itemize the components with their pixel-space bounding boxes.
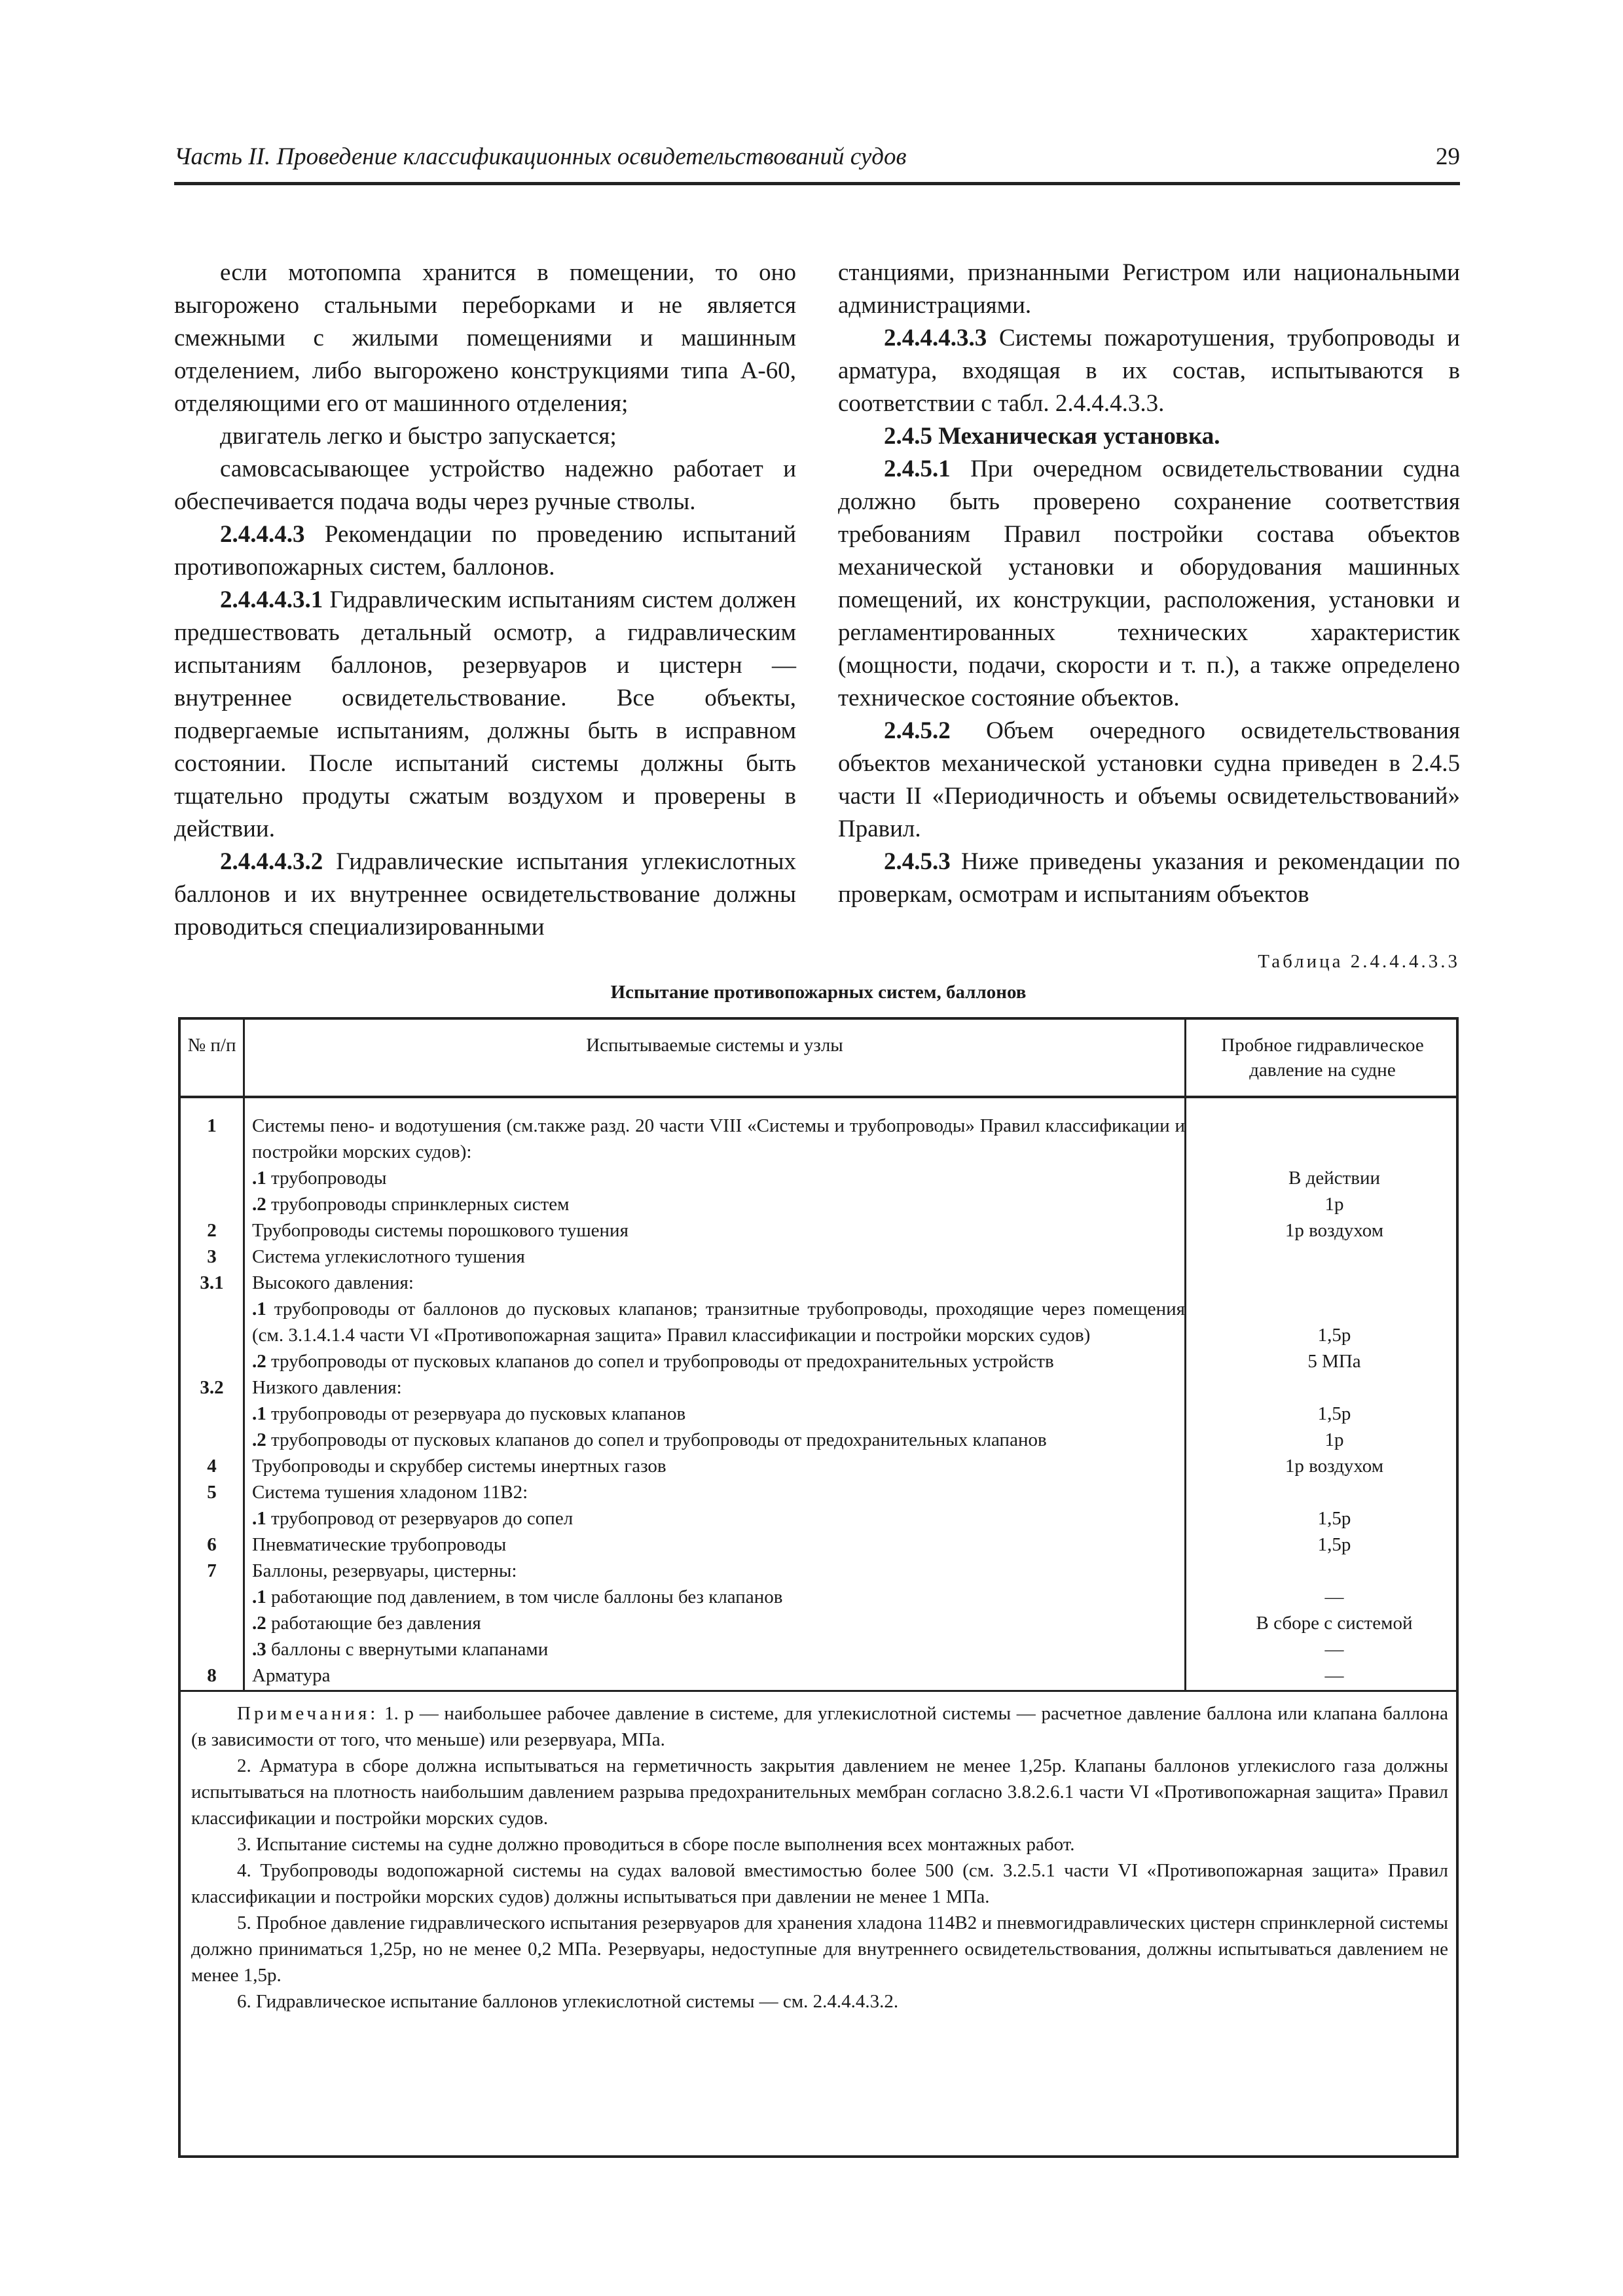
row-pressure: 1р воздухом [1285, 1220, 1384, 1241]
table-row [181, 1401, 1456, 1427]
table-row [181, 1191, 1456, 1217]
row-description: Трубопроводы и скруббер системы инертных газов [252, 1456, 666, 1477]
row-number [181, 1584, 243, 1610]
table-row [181, 1217, 1456, 1244]
row-pressure: 1,5р [1317, 1508, 1351, 1529]
row-pressure: 1,5р [1317, 1403, 1351, 1424]
row-pressure: 1р [1324, 1429, 1344, 1450]
paragraph: 2.4.5.1 При очередном освидетельствовании судна должно быть проверено сохранение соответствия требованиям Правил постройки состава объектов механической установки и оборудования машинных помещений, их конструкции, расположения, установки и регламентированных технических характеристик (мощности, подачи, скорости и т. п.), а также определено техническое состояние объектов. [838, 456, 1460, 711]
row-description: .1 работающие под давлением, в том числе баллоны без клапанов [252, 1587, 783, 1607]
paragraph: 2.4.4.4.3.3 Системы пожаротушения, трубопроводы и арматура, входящая в их состав, испытываются в соответствии с табл. 2.4.4.4.3.3. [838, 325, 1460, 417]
row-description: .3 баллоны с ввернутыми клапанами [252, 1639, 549, 1660]
row-description: .2 трубопроводы спринклерных систем [252, 1194, 570, 1215]
row-number [181, 1191, 243, 1217]
row-pressure: В действии [1288, 1168, 1380, 1189]
row-number: 7 [207, 1560, 217, 1581]
paragraph: двигатель легко и быстро запускается; [220, 423, 617, 450]
section-heading: 2.4.5 Механическая установка. [884, 423, 1220, 450]
row-description: Пневматические трубопроводы [252, 1534, 507, 1555]
row-pressure: 1р воздухом [1285, 1456, 1384, 1477]
page-header [174, 143, 1460, 185]
row-description: Арматура [252, 1665, 331, 1686]
row-pressure: 1р [1324, 1194, 1344, 1215]
table-row [181, 1165, 1456, 1191]
row-pressure: 1,5р [1317, 1534, 1351, 1555]
row-description: Система тушения хладоном 11В2: [252, 1482, 528, 1503]
note: 3. Испытание системы на судне должно проводиться в сборе после выполнения всех монтажных работ. [237, 1834, 1075, 1855]
row-number [181, 1165, 243, 1191]
table-notes [191, 1700, 1448, 2015]
row-description: .2 трубопроводы от пусковых клапанов до сопел и трубопроводы от предохранительных устройств [252, 1351, 1054, 1372]
note: 2. Арматура в сборе должна испытываться на герметичность закрытия давлением не менее 1,25р. Клапаны баллонов углекислого газа должны испытываться на плотность наибольшим давлением разрыва предохранительных мембран согласно 3.8.2.6.1 части VI «Противопожарная защита» Правил классификации и постройки морских судов. [191, 1755, 1448, 1829]
table-body [181, 1098, 1456, 1689]
notes-divider [181, 1690, 1456, 1692]
table-row [181, 1296, 1456, 1348]
table-row [181, 1270, 1456, 1296]
row-number [181, 1427, 243, 1453]
row-pressure: 1,5р [1317, 1325, 1351, 1346]
right-column [838, 257, 1460, 911]
table-row [181, 1558, 1456, 1584]
table-row [181, 1610, 1456, 1636]
table-header [181, 1020, 1456, 1098]
paragraph: 2.4.5.2 Объем очередного освидетельствования объектов механической установки судна приведен в 2.4.5 части II «Периодичность и объемы освидетельствований» Правил. [838, 717, 1460, 842]
row-description: Трубопроводы системы порошкового тушения [252, 1220, 629, 1241]
note: 4. Трубопроводы водопожарной системы на судах валовой вместимостью более 500 (см. 3.2.5.1 части VI «Противопожарная защита» Правил классификации и постройки морских судов) должны испытываться при давлении не менее 1 МПа. [191, 1860, 1448, 1907]
running-title: Часть II. Проведение классификационных освидетельствований судов [174, 143, 907, 170]
paragraph: 2.4.5.3 Ниже приведены указания и рекомендации по проверкам, осмотрам и испытаниям объектов [838, 848, 1460, 908]
table-row [181, 1244, 1456, 1270]
page-number: 29 [1436, 143, 1460, 170]
note: 5. Пробное давление гидравлического испытания резервуаров для хранения хладона 114В2 и пневмогидравлических цистерн спринклерной системы должно приниматься 1,25р, но не менее 0,2 МПа. Резервуары, недоступные для внутреннего освидетельствования, должны испытываться давлением не менее 1,5р. [191, 1912, 1448, 1986]
paragraph: самовсасывающее устройство надежно работает и обеспечивается подача воды через ручные стволы. [174, 456, 796, 515]
row-number: 3.2 [200, 1377, 224, 1398]
row-description: Системы пено- и водотушения (см.также разд. 20 части VIII «Системы и трубопроводы» Правил классификации и постройки морских судов): [252, 1115, 1185, 1162]
paragraph: 2.4.4.4.3 Рекомендации по проведению испытаний противопожарных систем, баллонов. [174, 521, 796, 581]
row-number [181, 1636, 243, 1662]
paragraph: 2.4.4.4.3.1 Гидравлическим испытаниям систем должен предшествовать детальный осмотр, а гидравлическим испытаниям баллонов, резервуаров и цистерн — внутреннее освидетельствование. Все объекты, подвергаемые испытаниям, должны быть в исправном состоянии. После испытаний системы должны быть тщательно продуты сжатым воздухом и проверены в действии. [174, 586, 796, 842]
row-description: .1 трубопроводы от резервуара до пусковых клапанов [252, 1403, 686, 1424]
row-description: .1 трубопроводы [252, 1168, 387, 1189]
row-description: .2 работающие без давления [252, 1613, 481, 1634]
table-row [181, 1348, 1456, 1374]
table-row [181, 1584, 1456, 1610]
row-description: .1 трубопровод от резервуаров до сопел [252, 1508, 574, 1529]
row-description: Низкого давления: [252, 1377, 402, 1398]
row-number: 4 [207, 1456, 217, 1477]
row-description: Высокого давления: [252, 1272, 414, 1293]
header-systems: Испытываемые системы и узлы [586, 1035, 843, 1056]
note: Примечания: 1. р — наибольшее рабочее давление в системе, для углекислотной системы — расчетное давление баллона или клапана баллона (в зависимости от того, что меньше) или резервуара, МПа. [191, 1703, 1448, 1750]
row-number: 1 [207, 1115, 217, 1136]
table-row [181, 1662, 1456, 1689]
row-number: 8 [207, 1665, 217, 1686]
row-description: Система углекислотного тушения [252, 1246, 525, 1267]
row-number [181, 1610, 243, 1636]
header-pressure: Пробное гидравлическое давление на судне [1221, 1035, 1424, 1081]
paragraph: если мотопомпа хранится в помещении, то оно выгорожено стальными переборками и не является смежными с жилыми помещениями и машинным отделением, либо выгорожено конструкциями типа А-60, отделяющими его от машинного отделения; [174, 259, 796, 417]
row-number: 3 [207, 1246, 217, 1267]
row-number [181, 1401, 243, 1427]
row-number [181, 1296, 243, 1348]
row-description: .2 трубопроводы от пусковых клапанов до сопел и трубопроводы от предохранительных клапанов [252, 1429, 1047, 1450]
row-number: 6 [207, 1534, 217, 1555]
row-number [181, 1505, 243, 1532]
pressure-table [178, 1017, 1459, 2158]
row-number [181, 1348, 243, 1374]
table-row [181, 1479, 1456, 1505]
note: 6. Гидравлическое испытание баллонов углекислотной системы — см. 2.4.4.4.3.2. [237, 1991, 899, 2012]
row-pressure: — [1324, 1639, 1344, 1660]
row-pressure: — [1324, 1587, 1344, 1607]
row-pressure: — [1324, 1665, 1344, 1686]
row-description: Баллоны, резервуары, цистерны: [252, 1560, 517, 1581]
table-row [181, 1374, 1456, 1401]
paragraph: 2.4.4.4.3.2 Гидравлические испытания углекислотных баллонов и их внутреннее освидетельствование должны проводиться специализированными [174, 848, 796, 941]
table-row [181, 1532, 1456, 1558]
table-caption: Таблица 2.4.4.4.3.3 [1258, 951, 1460, 972]
table-title: Испытание противопожарных систем, баллонов [610, 982, 1027, 1003]
row-pressure: В сборе с системой [1256, 1613, 1413, 1634]
row-number: 3.1 [200, 1272, 224, 1293]
table-row [181, 1636, 1456, 1662]
row-number: 5 [207, 1482, 217, 1503]
left-column [174, 257, 796, 944]
header-num: № п/п [187, 1035, 236, 1056]
row-description: .1 трубопроводы от баллонов до пусковых клапанов; транзитные трубопроводы, проходящие через помещения (см. 3.1.4.1.4 части VI «Противопожарная защита» Правил классификации и постройки морских судов) [252, 1299, 1185, 1346]
row-pressure: 5 МПа [1307, 1351, 1361, 1372]
table-row [181, 1505, 1456, 1532]
row-number: 2 [207, 1220, 217, 1241]
table-row [181, 1113, 1456, 1165]
paragraph: станциями, признанными Регистром или национальными администрациями. [838, 259, 1460, 319]
table-row [181, 1453, 1456, 1479]
table-row [181, 1427, 1456, 1453]
